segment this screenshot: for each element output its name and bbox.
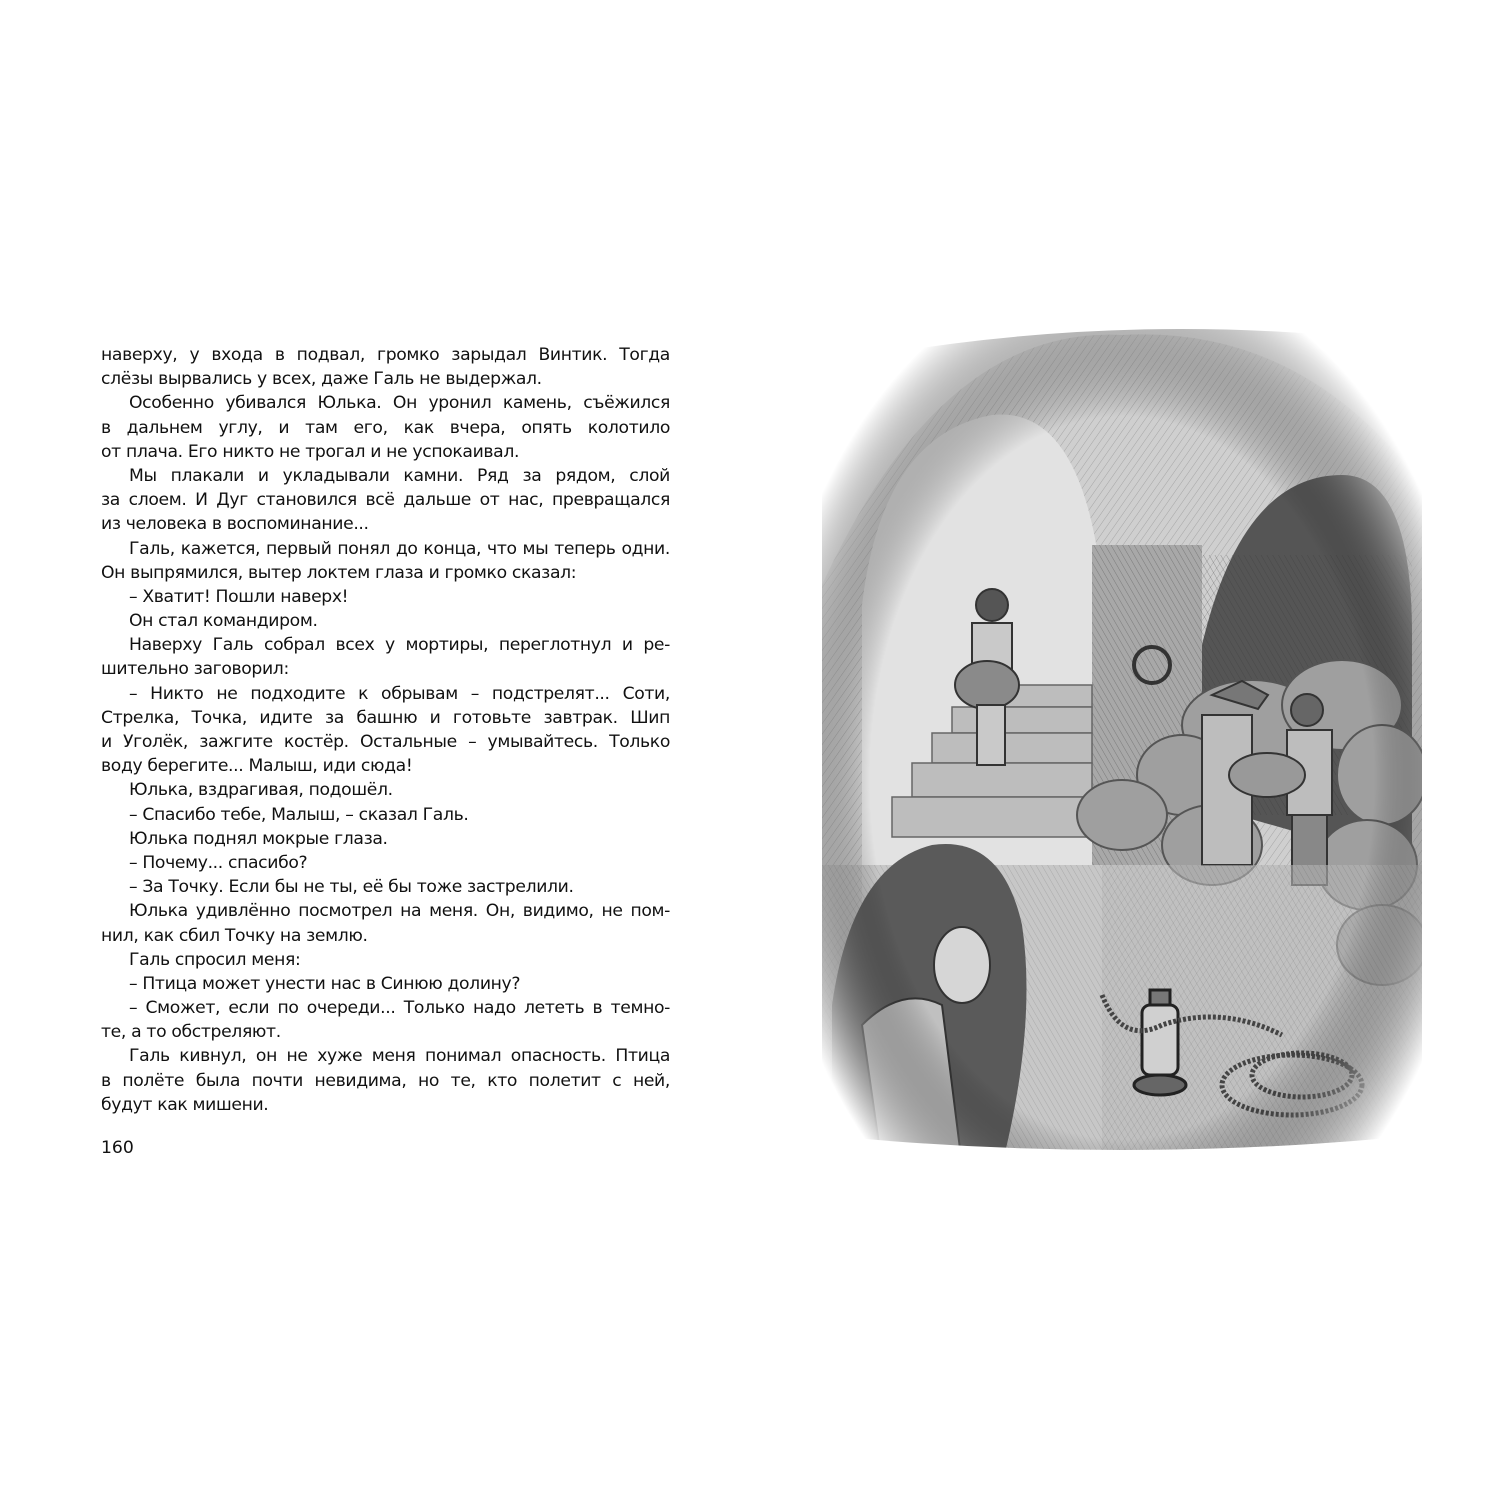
text-line: Он стал командиром. [129, 611, 318, 632]
text-line: воду берегите... Малыш, иди сюда! [101, 756, 413, 777]
text-line: Мы плакали и укладывали камни. Ряд за рядом, слой [129, 465, 670, 486]
left-page-text [101, 343, 670, 1117]
text-line: нил, как сбил Точку на землю. [101, 925, 368, 946]
text-line: – Птица может унести нас в Синюю долину? [129, 973, 521, 994]
text-line: Юлька удивлённо посмотрел на меня. Он, видимо, не пом- [129, 901, 670, 922]
text-line: от плача. Его никто не трогал и не успокаивал. [101, 441, 520, 462]
page-number: 160 [101, 1138, 134, 1158]
text-line: Юлька, вздрагивая, подошёл. [129, 780, 393, 801]
text-line: за слоем. И Дуг становился всё дальше от нас, превращался [101, 490, 670, 511]
text-line: – Почему... спасибо? [129, 852, 308, 873]
text-line: – Никто не подходите к обрывам – подстрелят... Соти, [129, 683, 670, 704]
text-line: Стрелка, Точка, идите за башню и готовьте завтрак. Шип [101, 707, 670, 728]
text-line: – За Точку. Если бы не ты, её бы тоже застрелили. [129, 877, 574, 898]
text-line: в полёте была почти невидима, но те, кто полетит с ней, [101, 1070, 670, 1091]
cellar-sketch-image [822, 305, 1422, 1165]
text-line: Галь кивнул, он не хуже меня понимал опасность. Птица [129, 1046, 670, 1067]
text-line: – Хватит! Пошли наверх! [129, 586, 349, 607]
text-line: Галь, кажется, первый понял до конца, что мы теперь одни. [129, 538, 670, 559]
text-line: Юлька поднял мокрые глаза. [129, 828, 388, 849]
text-line: Наверху Галь собрал всех у мортиры, переглотнул и ре- [129, 635, 670, 656]
text-line: Он выпрямился, вытер локтем глаза и громко сказал: [101, 562, 577, 583]
text-line: из человека в воспоминание... [101, 514, 369, 535]
text-line: в дальнем углу, и там его, как вчера, опять колотило [101, 417, 670, 438]
text-line: и Уголёк, зажгите костёр. Остальные – умывайтесь. Только [101, 732, 670, 752]
pencil-illustration [822, 305, 1422, 1165]
text-line: Галь спросил меня: [129, 949, 301, 970]
text-line: – Сможет, если по очереди... Только надо лететь в темно- [129, 998, 670, 1019]
text-line: шительно заговорил: [101, 659, 289, 680]
text-line: слёзы вырвались у всех, даже Галь не выдержал. [101, 369, 542, 390]
text-line: будут как мишени. [101, 1094, 269, 1115]
text-line: наверху, у входа в подвал, громко зарыдал Винтик. Тогда [101, 345, 670, 365]
text-line: – Спасибо тебе, Малыш, – сказал Галь. [129, 804, 469, 825]
text-line: Особенно убивался Юлька. Он уронил камень, съёжился [129, 393, 670, 414]
text-line: те, а то обстреляют. [101, 1022, 281, 1043]
